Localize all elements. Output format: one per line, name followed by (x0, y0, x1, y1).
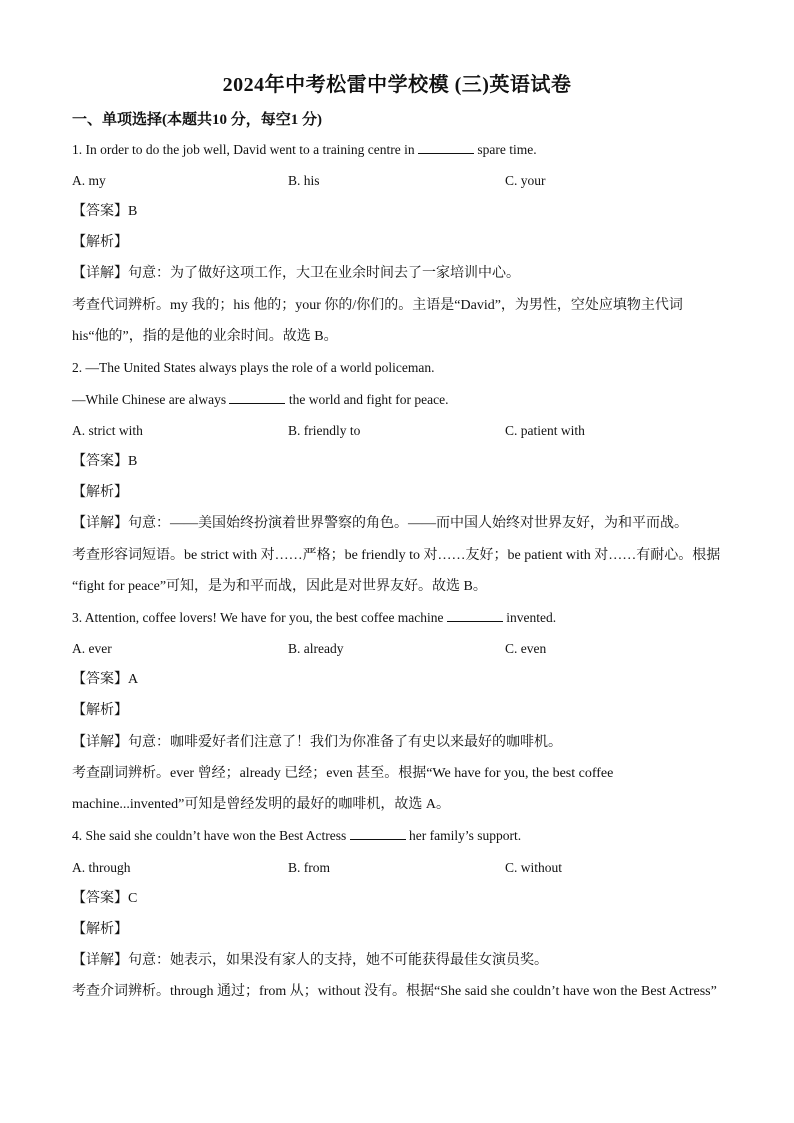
question-1 (72, 140, 537, 160)
answer-line: 【答案】A (72, 672, 139, 687)
answer-blank (418, 141, 474, 154)
option-a: A. ever (72, 641, 112, 656)
option-c: C. without (505, 860, 563, 875)
question-4-text: 4. She said she couldn’t have won the Best Actress (72, 828, 350, 843)
analysis-label: 【解析】 (72, 703, 128, 718)
answer-blank (350, 827, 406, 840)
explanation-line: 考查形容词短语。be strict with 对……严格；be friendly to 对……友好；be patient with 对……有耐心。根据 (72, 548, 721, 563)
answer-blank (447, 609, 503, 622)
option-a: A. strict with (72, 423, 143, 438)
question-2-line-2 (72, 390, 449, 410)
explanation-line: his“他的”，指的是他的业余时间。故选 B。 (72, 329, 338, 344)
explanation-line: 考查代词辨析。my 我的；his 他的；your 你的/你们的。主语是“David”，为男性，空处应填物主代词 (72, 298, 683, 313)
detail-line: 【详解】句意：为了做好这项工作，大卫在业余时间去了一家培训中心。 (72, 266, 520, 281)
answer-line: 【答案】C (72, 891, 138, 906)
option-b: B. already (288, 641, 344, 656)
question-1-text: 1. In order to do the job well, David went to a training centre in (72, 142, 419, 157)
explanation-line: machine...invented”可知是曾经发明的最好的咖啡机，故选 A。 (72, 797, 450, 812)
detail-line: 【详解】句意：——美国始终扮演着世界警察的角色。——而中国人始终对世界友好，为和平而战。 (72, 516, 688, 531)
analysis-label: 【解析】 (72, 235, 128, 250)
detail-line: 【详解】句意：她表示，如果没有家人的支持，她不可能获得最佳女演员奖。 (72, 953, 548, 968)
question-2-text-end: the world and fight for peace. (285, 392, 449, 407)
option-b: B. from (288, 860, 330, 875)
option-b: B. his (288, 173, 320, 188)
option-c: C. even (505, 641, 547, 656)
question-2-text: —While Chinese are always (72, 392, 230, 407)
explanation-line: “fight for peace”可知，是为和平而战，因此是对世界友好。故选 B。 (72, 579, 487, 594)
section-heading: 一、单项选择(本题共10 分，每空1 分) (72, 112, 322, 128)
option-c: C. patient with (505, 423, 585, 438)
option-a: A. my (72, 173, 106, 188)
explanation-line: 考查副词辨析。ever 曾经；already 已经；even 甚至。根据“We have for you, the best coffee (72, 766, 614, 781)
analysis-label: 【解析】 (72, 922, 128, 937)
question-3-text-end: invented. (502, 610, 557, 625)
answer-line: 【答案】B (72, 204, 138, 219)
question-3-text: 3. Attention, coffee lovers! We have for you, the best coffee machine (72, 610, 447, 625)
question-1-text-end: spare time. (474, 142, 537, 157)
analysis-label: 【解析】 (72, 485, 128, 500)
option-c: C. your (505, 173, 546, 188)
option-b: B. friendly to (288, 423, 361, 438)
answer-blank (229, 391, 285, 404)
answer-line: 【答案】B (72, 454, 138, 469)
question-4 (72, 826, 521, 846)
explanation-line: 考查介词辨析。through 通过；from 从；without 没有。根据“She said she couldn’t have won the Best Actress” (72, 984, 717, 999)
question-4-text-end: her family’s support. (405, 828, 522, 843)
page-title: 2024年中考松雷中学校模 (三)英语试卷 (222, 74, 572, 96)
option-a: A. through (72, 860, 131, 875)
detail-line: 【详解】句意：咖啡爱好者们注意了！我们为你准备了有史以来最好的咖啡机。 (72, 735, 562, 750)
question-2: 2. —The United States always plays the role of a world policeman. (72, 360, 435, 375)
question-3 (72, 608, 556, 628)
